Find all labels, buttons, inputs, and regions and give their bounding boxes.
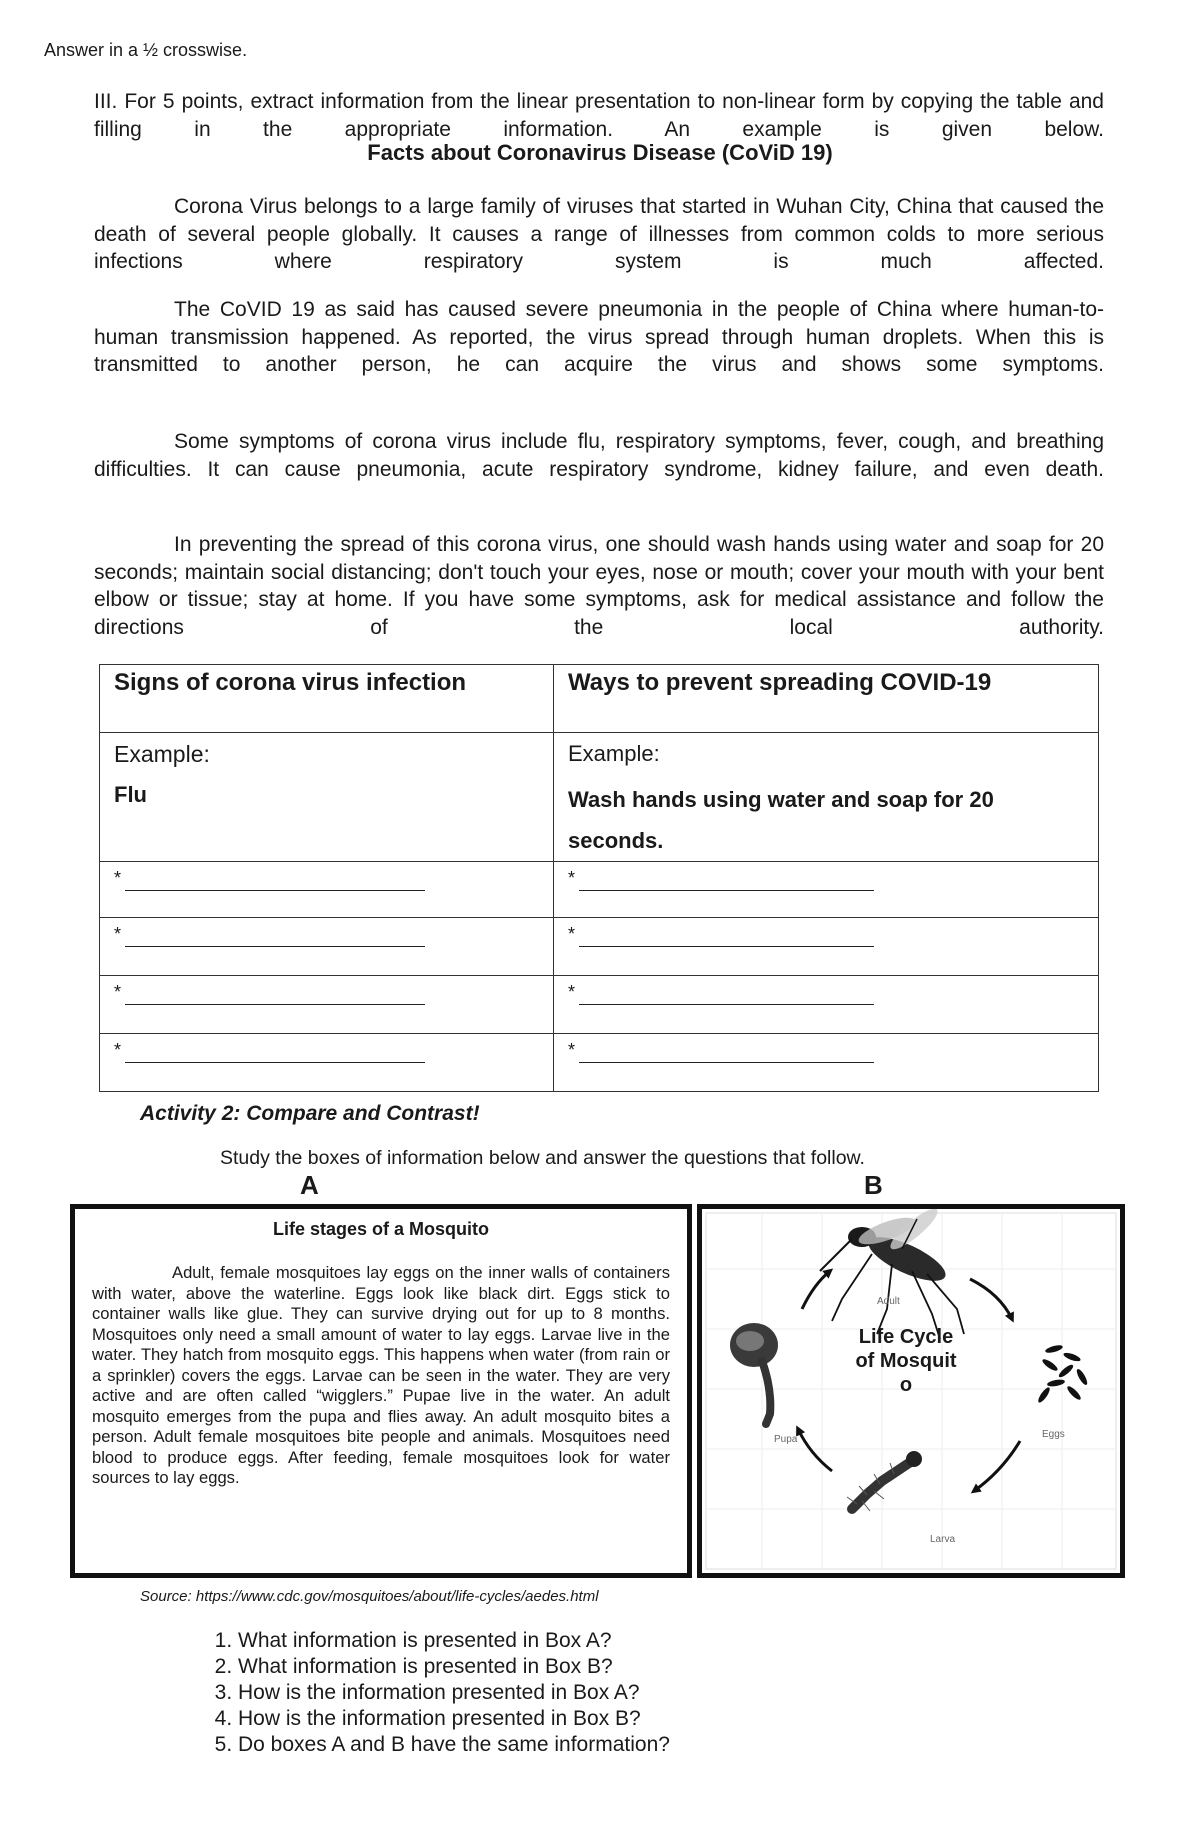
stage-label-adult: Adult xyxy=(877,1296,900,1307)
activity2-title: Activity 2: Compare and Contrast! xyxy=(140,1102,480,1125)
box-a-text: Adult, female mosquitoes lay eggs on the inner walls of containers with water, above the waterline. Eggs look like black dirt. Eggs stick to container walls like glue. They can survive drying out for up to 8 months. Mosquitoes only need a small amount of water to lay eggs. Larvae live in the water. They hatch from mosquito eggs. This happens when water (from rain or a sprinkler) covers the eggs. Larvae can be seen in the water. They are very active and are often called “wigglers.” Pupae live in the water. An adult mosquito emerges from the pupa and flies away. An adult mosquito bites a person. Adult female mosquitoes bite people and animals. Mosquitoes need blood to produce eggs. After feeding, female mosquitoes look for water sources to lay eggs. xyxy=(92,1263,670,1487)
example-prevention: Wash hands using water and soap for 20 seconds. xyxy=(568,787,994,853)
paragraph-1: Corona Virus belongs to a large family of viruses that started in Wuhan City, China that caused the death of several people globally. It causes a range of illnesses from common colds to more serious infections where respiratory system is much affected. xyxy=(94,195,1104,273)
box-b xyxy=(697,1204,1125,1578)
paragraph-3: Some symptoms of corona virus include flu, respiratory symptoms, fever, cough, and breathing difficulties. It can cause pneumonia, acute respiratory syndrome, kidney failure, and even death. xyxy=(94,430,1104,481)
col2-header-cell xyxy=(554,665,1099,733)
bullet: * xyxy=(568,1040,576,1060)
question-item: 4. How is the information presented in Box B? xyxy=(238,1706,670,1732)
question-item: 5. Do boxes A and B have the same information? xyxy=(238,1732,670,1758)
question-item: 1. What information is presented in Box A? xyxy=(238,1628,670,1654)
question-item: 2. What information is presented in Box B? xyxy=(238,1654,670,1680)
facts-table xyxy=(99,664,1099,1092)
answer-blank[interactable] xyxy=(125,1040,425,1063)
answer-blank[interactable] xyxy=(125,868,425,891)
col2-header: Ways to prevent spreading COVID-19 xyxy=(568,669,992,696)
stage-label-pupa: Pupa xyxy=(774,1434,798,1445)
example-label: Example: xyxy=(568,741,660,766)
question-item: 3. How is the information presented in Box A? xyxy=(238,1680,670,1706)
part3-intro: III. For 5 points, extract information from the linear presentation to non-linear form by copying the table and filling in the appropriate information. An example is given below. xyxy=(94,90,1104,141)
instruction-note: Answer in a ½ crosswise. xyxy=(44,40,248,60)
bullet: * xyxy=(568,924,576,944)
questions-list xyxy=(196,1628,670,1758)
label-b: B xyxy=(864,1170,883,1200)
stage-label-larva: Larva xyxy=(930,1534,956,1545)
stage-label-eggs: Eggs xyxy=(1042,1429,1065,1440)
box-a xyxy=(70,1204,692,1578)
source-citation: Source: https://www.cdc.gov/mosquitoes/about/life-cycles/aedes.html xyxy=(140,1588,599,1605)
activity2-instruction: Study the boxes of information below and answer the questions that follow. xyxy=(220,1147,865,1169)
answer-blank[interactable] xyxy=(579,924,874,947)
bullet: * xyxy=(114,982,122,1002)
bullet: * xyxy=(568,868,576,888)
paragraph-4: In preventing the spread of this corona virus, one should wash hands using water and soap for 20 seconds; maintain social distancing; don't touch your eyes, nose or mouth; cover your mouth with your bent elbow or tissue; stay at home. If you have some symptoms, ask for medical assistance and follow the directions of the local authority. xyxy=(94,533,1104,639)
example-sign: Flu xyxy=(114,782,147,807)
answer-blank[interactable] xyxy=(579,982,874,1005)
answer-blank[interactable] xyxy=(579,1040,874,1063)
example-label: Example: xyxy=(114,741,210,767)
answer-blank[interactable] xyxy=(125,924,425,947)
box-a-title: Life stages of a Mosquito xyxy=(272,1219,490,1239)
answer-blank[interactable] xyxy=(125,982,425,1005)
col1-header: Signs of corona virus infection xyxy=(114,669,467,696)
label-a: A xyxy=(300,1170,319,1200)
answer-blank[interactable] xyxy=(579,868,874,891)
life-cycle-title: Life Cycle of Mosquito xyxy=(855,1326,957,1396)
facts-title: Facts about Coronavirus Disease (CoViD 19) xyxy=(367,140,833,165)
bullet: * xyxy=(114,924,122,944)
bullet: * xyxy=(568,982,576,1002)
col1-header-cell xyxy=(100,665,554,733)
bullet: * xyxy=(114,868,122,888)
paragraph-2: The CoVID 19 as said has caused severe pneumonia in the people of China where human-to-human transmission happened. As reported, the virus spread through human droplets. When this is transmitted to another person, he can acquire the virus and shows some symptoms. xyxy=(94,298,1104,376)
bullet: * xyxy=(114,1040,122,1060)
